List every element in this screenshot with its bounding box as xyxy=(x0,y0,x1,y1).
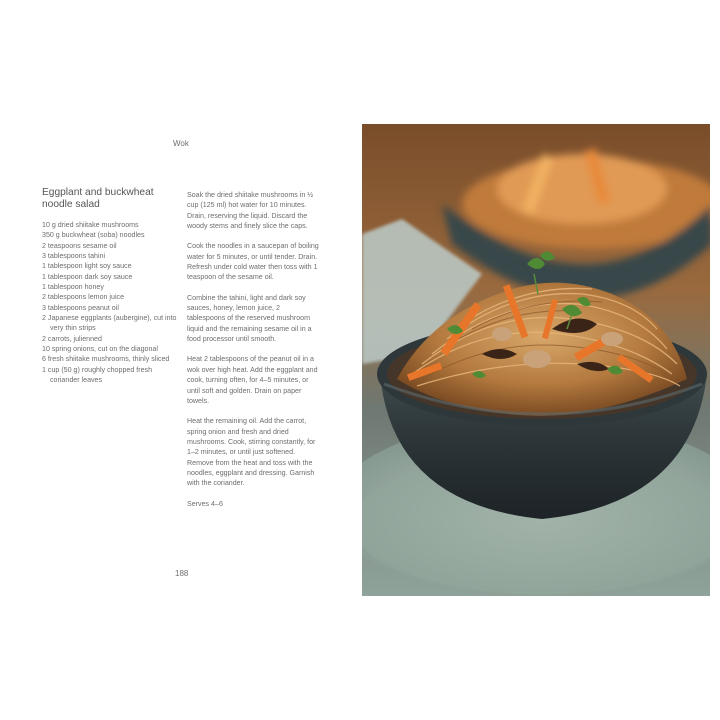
serves-note: Serves 4–6 xyxy=(187,499,223,508)
food-photo-illustration xyxy=(362,124,710,596)
method-step: Heat the remaining oil. Add the carrot, spring onion and fresh and dried mushrooms. Cook, stirring constantly, for 1–2 minutes, or until just softened. Remove from the heat and toss with the noodles, eggplant and dressing. Garnish with the coriander. xyxy=(187,417,316,488)
ingredient-item: 1 tablespoon honey xyxy=(42,283,104,292)
method-step: Combine the tahini, light and dark soy sauces, honey, lemon juice, 2 tablespoons of the reserved mushroom liquid and the remaining sesame oil in a food processor until smooth. xyxy=(187,293,312,344)
ingredient-item: 10 g dried shiitake mushrooms xyxy=(42,221,139,229)
ingredient-item: 2 tablespoons lemon juice xyxy=(42,293,125,302)
ingredient-item: 10 spring onions, cut on the diagonal xyxy=(42,345,158,354)
ingredient-item: 6 fresh shiitake mushrooms, thinly sliced xyxy=(42,355,170,364)
noodle-salad-bowl-photo xyxy=(362,124,710,596)
ingredient-list xyxy=(42,220,177,386)
ingredient-item: 3 tablespoons peanut oil xyxy=(42,303,119,312)
recipe-title: Eggplant and buckwheat noodle salad xyxy=(42,187,154,210)
ingredient-item: 1 cup (50 g) roughly chopped fresh coriander leaves xyxy=(42,365,153,385)
ingredient-item: 2 carrots, julienned xyxy=(42,334,102,343)
method-step: Cook the noodles in a saucepan of boiling water for 5 minutes, or until tender. Drain. Refresh under cold water then toss with 1 teaspoon of the sesame oil. xyxy=(187,242,319,282)
page-number: 188 xyxy=(175,569,189,578)
ingredient-item: 350 g buckwheat (soba) noodles xyxy=(42,231,145,240)
ingredient-item: 3 tablespoons tahini xyxy=(42,252,106,261)
method-step: Heat 2 tablespoons of the peanut oil in a wok over high heat. Add the eggplant and cook, turning often, for 4–5 minutes, or until soft and golden. Drain on paper towels. xyxy=(187,355,318,405)
ingredient-item: 1 tablespoon light soy sauce xyxy=(42,262,132,271)
ingredient-item: 2 teaspoons sesame oil xyxy=(42,241,117,250)
running-head: Wok xyxy=(173,139,189,148)
ingredient-item: 2 Japanese eggplants (aubergine), cut into very thin strips xyxy=(42,314,177,333)
method-text xyxy=(187,190,319,519)
ingredient-item: 1 tablespoon dark soy sauce xyxy=(42,272,133,281)
method-step: Soak the dried shiitake mushrooms in ½ cup (125 ml) hot water for 10 minutes. Drain, reserving the liquid. Discard the woody stems and finely slice the caps. xyxy=(187,191,314,231)
